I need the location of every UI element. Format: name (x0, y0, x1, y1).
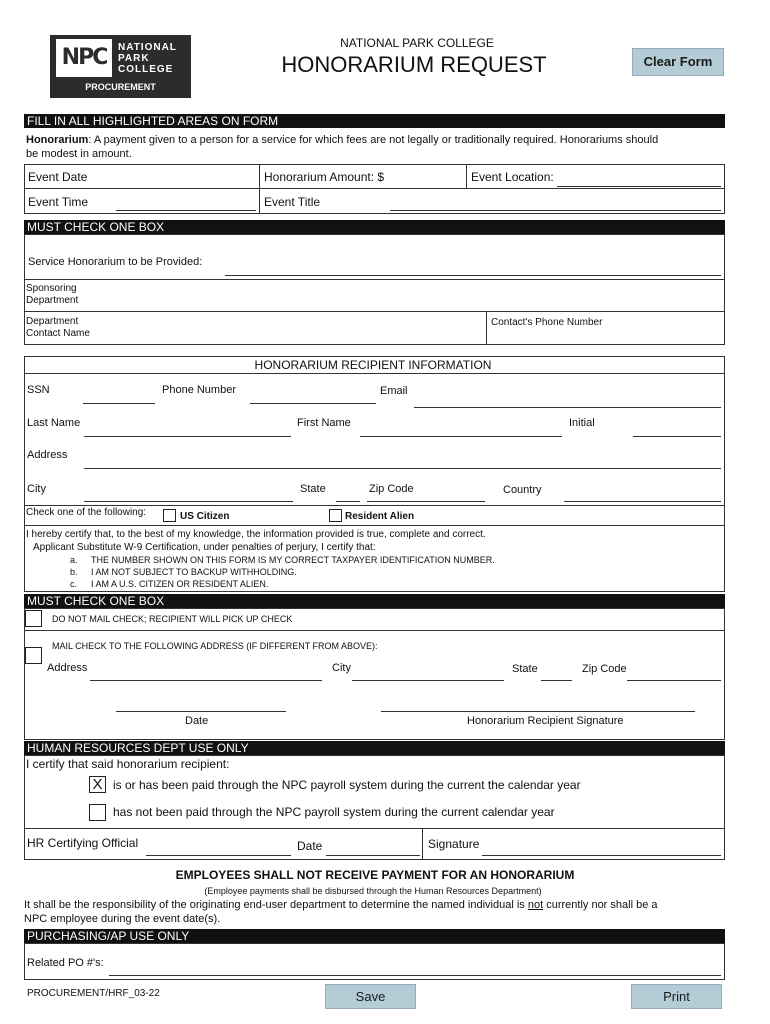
not-paid-checkbox[interactable] (89, 804, 106, 821)
us-citizen-checkbox[interactable] (163, 509, 176, 522)
hr-signature-field[interactable] (482, 855, 721, 856)
contact-label-1: Department (26, 316, 79, 327)
initial-label: Initial (569, 417, 595, 429)
last-name-field[interactable] (84, 436, 291, 437)
recipient-heading: HONORARIUM RECIPIENT INFORMATION (254, 358, 492, 372)
mail-zip-field[interactable] (627, 680, 721, 681)
certify-text: I hereby certify that, to the best of my knowledge, the information provided is true, complete and correct. (26, 529, 486, 540)
logo-dept: PROCUREMENT (85, 82, 156, 92)
sponsoring-label-1: Sponsoring (26, 283, 77, 294)
address-label: Address (27, 449, 68, 461)
contact-label-2: Contact Name (26, 328, 90, 339)
purchasing-bar: PURCHASING/AP USE ONLY (24, 929, 725, 943)
mail-date-label: Date (185, 715, 209, 727)
must-check-bar-2: MUST CHECK ONE BOX (24, 594, 725, 608)
definition-term: Honorarium (26, 134, 89, 146)
country-label: Country (503, 484, 542, 496)
zip-label: Zip Code (369, 483, 414, 495)
mail-date-field[interactable] (116, 711, 286, 712)
event-title-label: Event Title (264, 195, 321, 209)
mail-address-label: Address (47, 662, 88, 674)
honorarium-amount-label: Honorarium Amount: $ (264, 170, 385, 184)
must-check-bar-1: MUST CHECK ONE BOX (24, 220, 725, 234)
responsibility-text-a: It shall be the responsibility of the originating end-user department to determine the named individual is (24, 899, 528, 911)
email-field[interactable] (414, 407, 721, 408)
employees-responsibility-2: NPC employee during the event date(s). (24, 913, 221, 925)
state-field[interactable] (336, 501, 360, 502)
honorarium-definition (26, 134, 658, 146)
us-citizen-label: US Citizen (180, 511, 230, 522)
honorarium-definition-2: be modest in amount. (26, 148, 132, 160)
po-field[interactable] (109, 975, 721, 976)
fill-in-bar: FILL IN ALL HIGHLIGHTED AREAS ON FORM (24, 114, 725, 128)
country-field[interactable] (564, 501, 721, 502)
employees-responsibility-1 (24, 899, 658, 911)
service-label: Service Honorarium to be Provided: (28, 256, 203, 268)
responsibility-text-not: not (527, 899, 544, 911)
w9-item-b-letter: b. (70, 567, 78, 577)
city-label: City (27, 483, 46, 495)
not-paid-label: has not been paid through the NPC payroll system during the current calendar year (113, 805, 555, 819)
print-button[interactable]: Print (631, 984, 722, 1009)
zip-field[interactable] (367, 501, 485, 502)
po-label: Related PO #'s: (27, 957, 104, 969)
employees-note: (Employee payments shall be disbursed through the Human Resources Department) (204, 886, 542, 896)
hr-signature-label: Signature (428, 837, 480, 851)
state-label: State (300, 483, 326, 495)
event-location-label: Event Location: (471, 170, 554, 184)
logo-name-2: PARK (118, 53, 150, 64)
no-mail-checkbox[interactable] (25, 610, 42, 627)
event-time-label: Event Time (28, 195, 89, 209)
recipient-signature-label: Honorarium Recipient Signature (467, 715, 624, 727)
sponsoring-label-2: Department (26, 295, 79, 306)
clear-form-button[interactable]: Clear Form (632, 48, 724, 76)
paid-checkbox[interactable]: X (89, 776, 106, 793)
service-box (24, 234, 725, 345)
w9-item-b-text: I AM NOT SUBJECT TO BACKUP WITHHOLDING. (91, 567, 297, 577)
phone-label: Phone Number (162, 384, 236, 396)
check-one-label: Check one of the following: (26, 507, 147, 518)
w9-text: Applicant Substitute W-9 Certification, under penalties of perjury, I certify that: (33, 542, 376, 553)
hr-official-label: HR Certifying Official (27, 836, 139, 850)
logo-initials: NPC (56, 39, 112, 77)
contact-phone-label: Contact's Phone Number (491, 317, 603, 328)
mail-address-field[interactable] (90, 680, 322, 681)
service-field[interactable] (225, 275, 721, 276)
mail-zip-label: Zip Code (582, 663, 627, 675)
employees-heading: EMPLOYEES SHALL NOT RECEIVE PAYMENT FOR AN HONORARIUM (175, 868, 575, 882)
initial-field[interactable] (633, 436, 721, 437)
college-name: NATIONAL PARK COLLEGE (340, 36, 494, 50)
mail-city-label: City (332, 662, 351, 674)
hr-bar: HUMAN RESOURCES DEPT USE ONLY (24, 741, 725, 755)
event-date-label: Event Date (28, 170, 88, 184)
resident-alien-label: Resident Alien (345, 511, 415, 522)
ssn-field[interactable] (83, 403, 155, 404)
ssn-label: SSN (27, 384, 50, 396)
hr-official-field[interactable] (146, 855, 291, 856)
first-name-field[interactable] (360, 436, 562, 437)
mail-to-checkbox[interactable] (25, 647, 42, 664)
w9-item-a-text: THE NUMBER SHOWN ON THIS FORM IS MY CORRECT TAXPAYER IDENTIFICATION NUMBER. (91, 555, 495, 565)
save-button[interactable]: Save (325, 984, 416, 1009)
city-field[interactable] (84, 501, 293, 502)
no-mail-label: DO NOT MAIL CHECK; RECIPIENT WILL PICK UP CHECK (52, 614, 293, 624)
event-title-field[interactable] (390, 210, 721, 211)
mail-state-label: State (512, 663, 538, 675)
page-title: HONORARIUM REQUEST (281, 52, 547, 77)
form-code: PROCUREMENT/HRF_03-22 (27, 988, 160, 999)
phone-field[interactable] (250, 403, 376, 404)
w9-item-c-letter: c. (70, 579, 78, 589)
hr-date-field[interactable] (326, 855, 420, 856)
mail-city-field[interactable] (352, 680, 504, 681)
paid-label: is or has been paid through the NPC payroll system during the current the calendar year (113, 778, 581, 792)
hr-certify-label: I certify that said honorarium recipient: (26, 757, 230, 771)
logo-name-1: NATIONAL (118, 42, 177, 53)
logo-name-3: COLLEGE (118, 64, 174, 75)
w9-item-a-letter: a. (70, 555, 78, 565)
mail-to-label: MAIL CHECK TO THE FOLLOWING ADDRESS (IF DIFFERENT FROM ABOVE): (52, 641, 378, 651)
last-name-label: Last Name (27, 417, 81, 429)
hr-date-label: Date (297, 839, 323, 853)
resident-alien-checkbox[interactable] (329, 509, 342, 522)
address-field[interactable] (84, 468, 721, 469)
mail-state-field[interactable] (541, 680, 572, 681)
event-time-field[interactable] (116, 210, 256, 211)
email-label: Email (380, 385, 408, 397)
w9-item-c-text: I AM A U.S. CITIZEN OR RESIDENT ALIEN. (91, 579, 269, 589)
responsibility-text-c: currently nor shall be a (543, 899, 658, 911)
recipient-signature-field[interactable] (381, 711, 695, 712)
definition-text: : A payment given to a person for a service for which fees are not legally or traditionally required. Honorariums should (88, 134, 659, 146)
first-name-label: First Name (297, 417, 351, 429)
event-location-field[interactable] (557, 186, 721, 187)
